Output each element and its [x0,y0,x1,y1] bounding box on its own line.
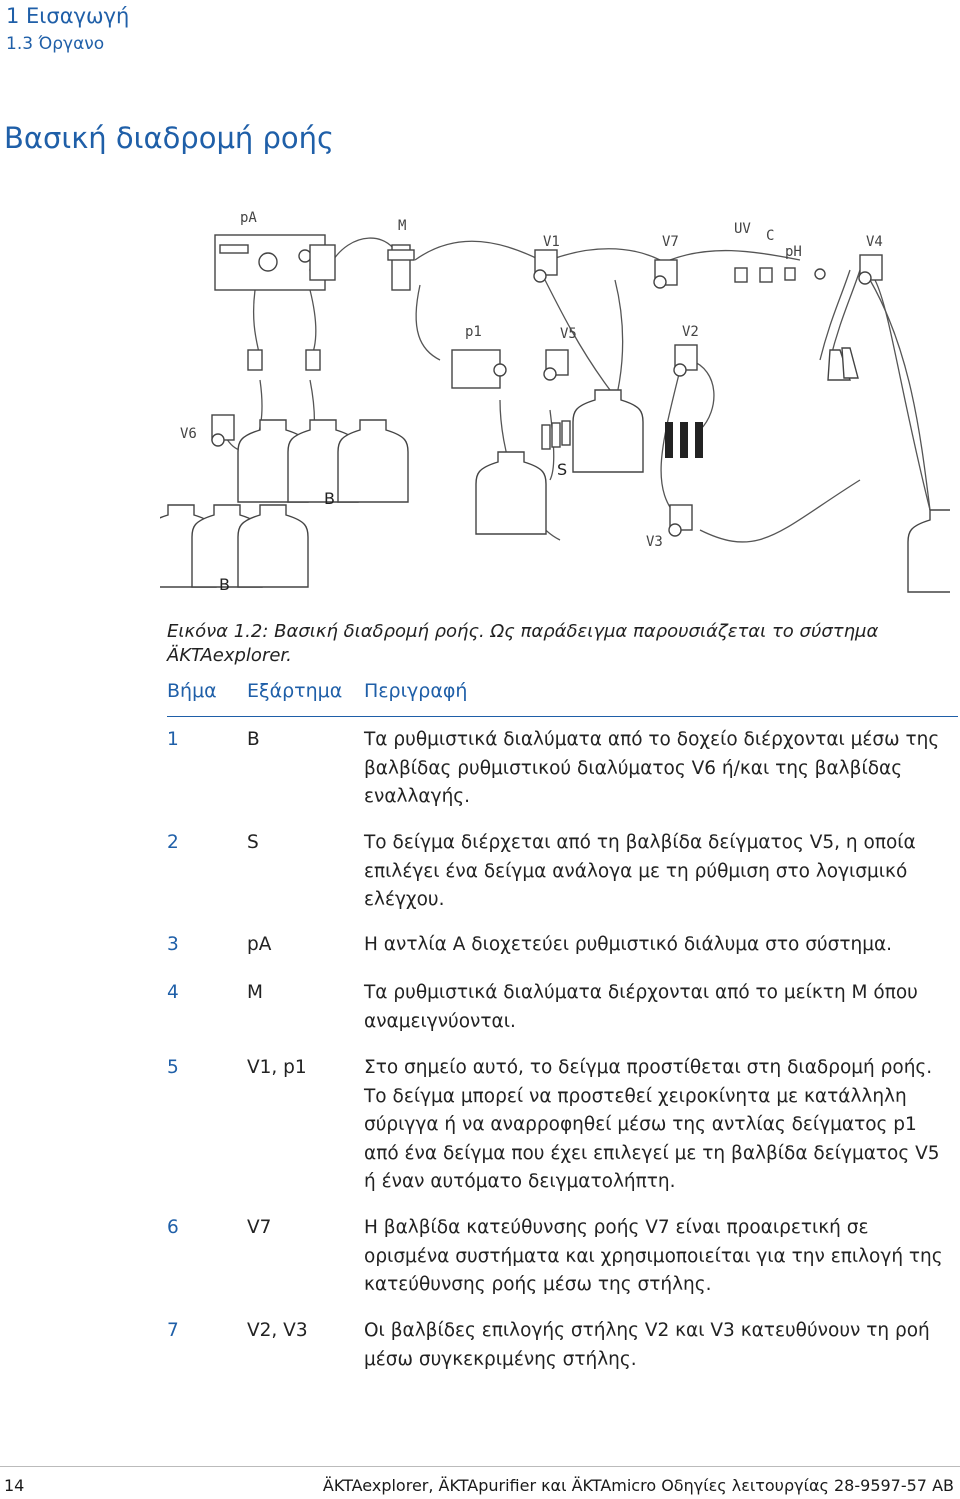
step-number: 1 [167,729,179,750]
label-v7: V7 [662,234,679,250]
label-s: S [557,460,568,479]
header-component: Εξάρτημα [247,680,343,702]
figure-caption: Εικόνα 1.2: Βασική διαδρομή ροής. Ως παράδειγμα παρουσιάζεται το σύστημα ÄKTAexplorer. [167,621,879,666]
label-p1: p1 [465,324,482,340]
step-number: 5 [167,1057,179,1078]
component: V1, p1 [247,1057,307,1078]
label-v3: V3 [646,534,663,550]
chapter-title: 1 Εισαγωγή [6,4,130,28]
step-number: 6 [167,1217,179,1238]
flow-path-diagram [160,190,950,600]
label-c: C [766,228,775,244]
step-number: 2 [167,832,179,853]
page-number: 14 [4,1476,25,1495]
label-b-bottom: B [219,575,230,594]
label-v5: V5 [560,326,577,342]
label-m: M [398,218,407,234]
component: pA [247,934,272,955]
step-number: 4 [167,982,179,1003]
component: V2, V3 [247,1320,308,1341]
step-number: 3 [167,934,179,955]
description: Οι βαλβίδες επιλογής στήλης V2 και V3 κατευθύνουν τη ροή μέσω συγκεκριμένης στήλης. [364,1320,930,1370]
description: Η αντλία A διοχετεύει ρυθμιστικό διάλυμα στο σύστημα. [364,934,893,955]
label-v4: V4 [866,234,883,250]
component: S [247,832,259,853]
header-description: Περιγραφή [364,680,468,702]
header-step: Βήμα [167,680,217,702]
label-v2: V2 [682,324,699,340]
step-number: 7 [167,1320,179,1341]
section-title: 1.3 Όργανο [6,34,105,54]
label-ph: pH [785,244,802,260]
page-title: Βασική διαδρομή ροής [4,121,335,155]
description: Η βαλβίδα κατεύθυνσης ροής V7 είναι προαιρετική σε ορισμένα συστήματα και χρησιμοποιείται για την επιλογή της κατεύθυνσης ροής μέσω της στήλης. [364,1217,943,1295]
label-pa: pA [240,210,257,226]
component: B [247,729,260,750]
footer-divider [0,1466,960,1467]
component: M [247,982,263,1003]
table-header [167,680,958,717]
description: Στο σημείο αυτό, το δείγμα προστίθεται στη διαδρομή ροής. Το δείγμα μπορεί να προστεθεί χειροκίνητα με κατάλληλη σύριγγα ή να αναρροφηθεί μέσω της αντλίας δείγματος p1 από ένα δείγμα που έχει επιλεγεί με τη βαλβίδα δείγματος V5 ή έναν αυτόματο δειγματολήπτη. [364,1057,940,1192]
description: Τα ρυθμιστικά διαλύματα διέρχονται από το μείκτη M όπου αναμειγνύονται. [364,982,918,1032]
label-b-top: B [324,489,335,508]
label-uv: UV [734,221,751,237]
footer-text: ÄKTAexplorer, ÄKTApurifier και ÄKTAmicro Οδηγίες λειτουργίας 28-9597-57 AB [322,1476,954,1495]
label-v1: V1 [543,234,560,250]
label-v6: V6 [180,426,197,442]
component: V7 [247,1217,272,1238]
description: Το δείγμα διέρχεται από τη βαλβίδα δείγματος V5, η οποία επιλέγει ένα δείγμα ανάλογα με τη ρύθμιση στο λογισμικό ελέγχου. [364,832,916,910]
description: Τα ρυθμιστικά διαλύματα από το δοχείο διέρχονται μέσω της βαλβίδας ρυθμιστικού διαλύματος V6 ή/και της βαλβίδας εναλλαγής. [364,729,940,807]
